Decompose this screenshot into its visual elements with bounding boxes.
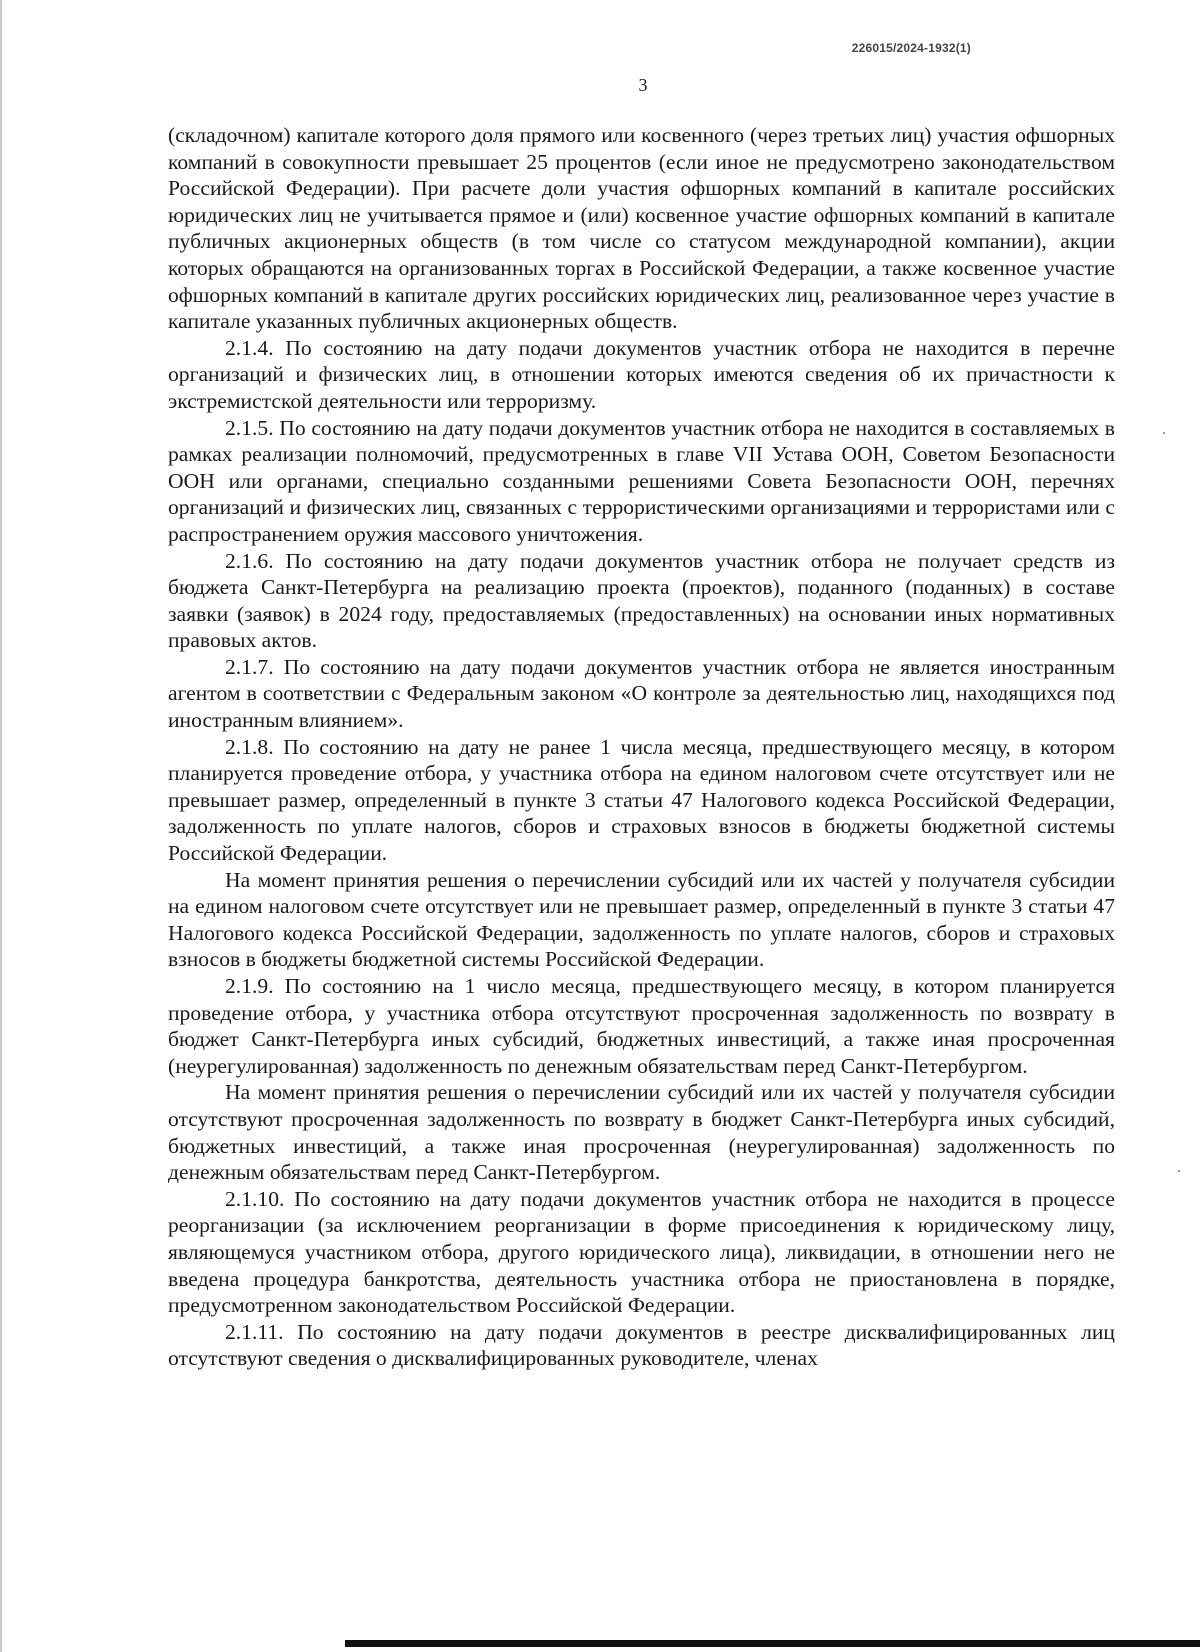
paragraph-2-1-8-recipient: На момент принятия решения о перечислении субсидий или их частей у получателя субсидии на едином налоговом счете отсутствует или не превышает размер, определенный в пункте 3 статьи 47 Налогового кодекса Российской Федерации, задолженность по уплате налогов, сборов и страховых взносов в бюджеты бюджетной системы Российской Федерации. [168, 867, 1115, 972]
paragraph-2-1-11: 2.1.11. По состоянию на дату подачи документов в реестре дисквалифицированных лиц отсутствуют сведения о дисквалифицированных руководителе, членах [168, 1319, 1115, 1371]
scan-bottom-border [345, 1640, 1200, 1647]
paragraph-2-1-9: 2.1.9. По состоянию на 1 число месяца, предшествующего месяцу, в котором планируется проведение отбора, у участника отбора отсутствуют просроченная задолженность по возврату в бюджет Санкт-Петербурга иных субсидий, бюджетных инвестиций, а также иная просроченная (неурегулированная) задолженность по денежным обязательствам перед Санкт-Петербургом. [168, 974, 1115, 1078]
paragraph-2-1-4: 2.1.4. По состоянию на дату подачи документов участник отбора не находится в перечне организаций и физических лиц, в отношении которых имеются сведения об их причастности к экстремистской деятельности или терроризму. [168, 335, 1115, 413]
scan-speck [1178, 1170, 1180, 1172]
paragraph-2-1-5: 2.1.5. По состоянию на дату подачи документов участник отбора не находится в составляемых в рамках реализации полномочий, предусмотренных в главе VII Устава ООН, Советом Безопасности ООН или органами, специально созданными решениями Совета Безопасности ООН, перечнях организаций и физических лиц, связанных с террористическими организациями и террористами или с распространением оружия массового уничтожения. [168, 415, 1115, 546]
paragraph-2-1-9-recipient: На момент принятия решения о перечислении субсидий или их частей у получателя субсидии отсутствуют просроченная задолженность по возврату в бюджет Санкт-Петербурга иных субсидий, бюджетных инвестиций, а также иная просроченная (неурегулированная) задолженность по денежным обязательствам перед Санкт-Петербургом. [168, 1080, 1115, 1185]
page-number: 3 [638, 75, 648, 95]
paragraph-continuation: (складочном) капитале которого доля прямого или косвенного (через третьих лиц) участия офшорных компаний в совокупности превышает 25 процентов (если иное не предусмотрено законодательством Российской Федерации). При расчете доли участия офшорных компаний в капитале российских юридических лиц не учитывается прямое и (или) косвенное участие офшорных компаний в капитале публичных акционерных обществ (в том числе со статусом международной компании), акции которых обращаются на организованных торгах в Российской Федерации, а также косвенное участие офшорных компаний в капитале других российских юридических лиц, реализованное через участие в капитале указанных публичных акционерных обществ. [168, 123, 1115, 334]
paragraph-2-1-8: 2.1.8. По состоянию на дату не ранее 1 числа месяца, предшествующего месяцу, в котором планируется проведение отбора, у участника отбора на едином налоговом счете отсутствует или не превышает размер, определенный в пункте 3 статьи 47 Налогового кодекса Российской Федерации, задолженность по уплате налогов, сборов и страховых взносов в бюджеты бюджетной системы Российской Федерации. [168, 734, 1115, 866]
paragraph-2-1-7: 2.1.7. По состоянию на дату подачи документов участник отбора не является иностранным агентом в соответствии с Федеральным законом «О контроле за деятельностью лиц, находящихся под иностранным влиянием». [168, 654, 1115, 733]
document-body [168, 122, 1115, 1372]
scan-edge-shadow [0, 0, 2, 1652]
document-registration-number: 226015/2024-1932(1) [851, 41, 971, 55]
paragraph-2-1-6: 2.1.6. По состоянию на дату подачи документов участник отбора не получает средств из бюджета Санкт-Петербурга на реализацию проекта (проектов), поданного (поданных) в составе заявки (заявок) в 2024 году, предоставляемых (предоставленных) на основании иных нормативных правовых актов. [168, 548, 1115, 653]
paragraph-2-1-10: 2.1.10. По состоянию на дату подачи документов участник отбора не находится в процессе реорганизации (за исключением реорганизации в форме присоединения к юридическому лицу, являющемуся участником отбора, другого юридического лица), ликвидации, в отношении него не введена процедура банкротства, деятельность участника отбора не приостановлена в порядке, предусмотренном законодательством Российской Федерации. [168, 1186, 1115, 1318]
scan-speck [1163, 432, 1165, 434]
